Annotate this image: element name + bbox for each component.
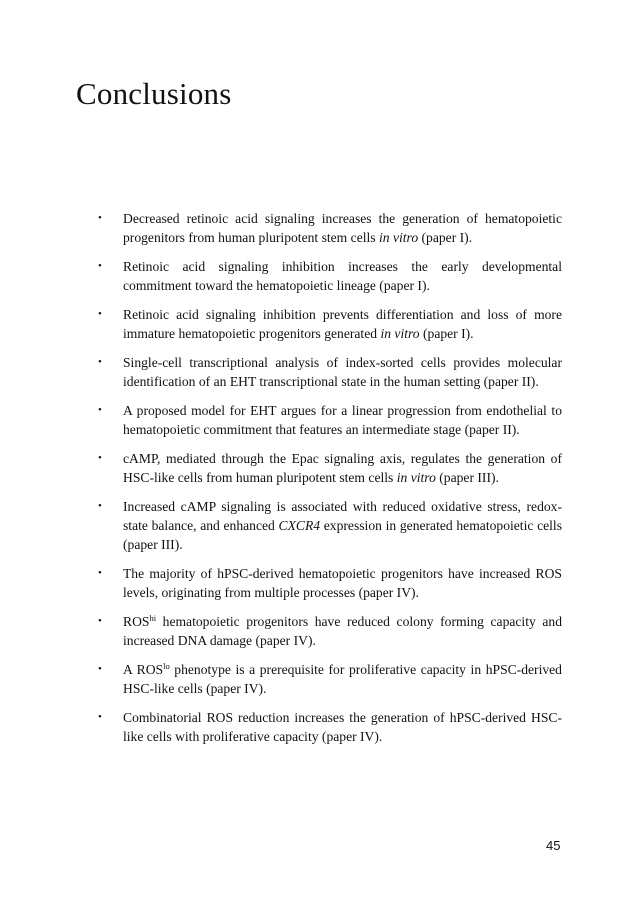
item-text: cAMP, mediated through the Epac signaling axis, regulates the generation of HSC-like cells from human pluripotent stem cells xyxy=(123,451,562,485)
bullet-icon: • xyxy=(98,500,102,512)
list-item xyxy=(98,257,562,295)
item-italic-text: CXCR4 xyxy=(278,518,321,533)
item-text: hematopoietic progenitors have reduced colony forming capacity and increased DNA damage (paper IV). xyxy=(123,614,562,648)
page-title: Conclusions xyxy=(76,76,232,111)
bullet-icon: • xyxy=(98,615,102,627)
bullet-icon: • xyxy=(98,404,102,416)
item-text: Increased cAMP signaling is associated with reduced oxidative stress, redox-state balance, and enhanced xyxy=(123,499,562,533)
item-italic-text: in vitro xyxy=(380,326,420,341)
item-text: phenotype is a prerequisite for proliferative capacity in hPSC-derived HSC-like cells (paper IV). xyxy=(123,662,562,696)
list-item xyxy=(98,305,562,343)
item-italic-text: in vitro xyxy=(378,230,419,245)
page-number: 45 xyxy=(546,838,561,853)
item-text: ROS xyxy=(123,614,150,629)
item-text: expression in generated hematopoietic cells (paper III). xyxy=(123,518,562,552)
item-text: (paper III). xyxy=(435,470,499,485)
item-text: The majority of hPSC-derived hematopoietic progenitors have increased ROS levels, originating from multiple processes (paper IV). xyxy=(123,566,562,600)
list-item xyxy=(98,564,562,602)
item-text: A proposed model for EHT argues for a linear progression from endothelial to hematopoietic commitment that features an intermediate stage (paper II). xyxy=(123,403,562,437)
bullet-icon: • xyxy=(98,356,102,368)
bullet-icon: • xyxy=(98,308,102,320)
list-item xyxy=(98,612,562,650)
item-text: Combinatorial ROS reduction increases the generation of hPSC-derived HSC-like cells with proliferative capacity (paper IV). xyxy=(123,710,562,744)
item-text: A ROS xyxy=(123,662,164,677)
list-item xyxy=(98,449,562,487)
item-superscript: lo xyxy=(163,661,170,671)
item-superscript: hi xyxy=(149,613,157,623)
bullet-icon: • xyxy=(98,260,102,272)
item-text: Retinoic acid signaling inhibition increases the early developmental commitment toward the hematopoietic lineage (paper I). xyxy=(123,259,562,293)
bullet-icon: • xyxy=(98,663,102,675)
conclusions-list xyxy=(98,209,562,756)
list-item xyxy=(98,209,562,247)
item-text: (paper I). xyxy=(418,230,473,245)
item-text: (paper I). xyxy=(419,326,474,341)
list-item xyxy=(98,353,562,391)
item-text: Single-cell transcriptional analysis of index-sorted cells provides molecular identification of an EHT transcriptional state in the human setting (paper II). xyxy=(123,355,562,389)
bullet-icon: • xyxy=(98,567,102,579)
list-item xyxy=(98,708,562,746)
bullet-icon: • xyxy=(98,711,102,723)
item-italic-text: in vitro xyxy=(396,470,436,485)
bullet-icon: • xyxy=(98,212,102,224)
list-item xyxy=(98,401,562,439)
list-item xyxy=(98,660,562,698)
item-text: Retinoic acid signaling inhibition prevents differentiation and loss of more immature hematopoietic progenitors generated xyxy=(123,307,562,341)
bullet-icon: • xyxy=(98,452,102,464)
item-text: Decreased retinoic acid signaling increases the generation of hematopoietic progenitors from human pluripotent stem cells xyxy=(123,211,562,245)
list-item xyxy=(98,497,562,554)
